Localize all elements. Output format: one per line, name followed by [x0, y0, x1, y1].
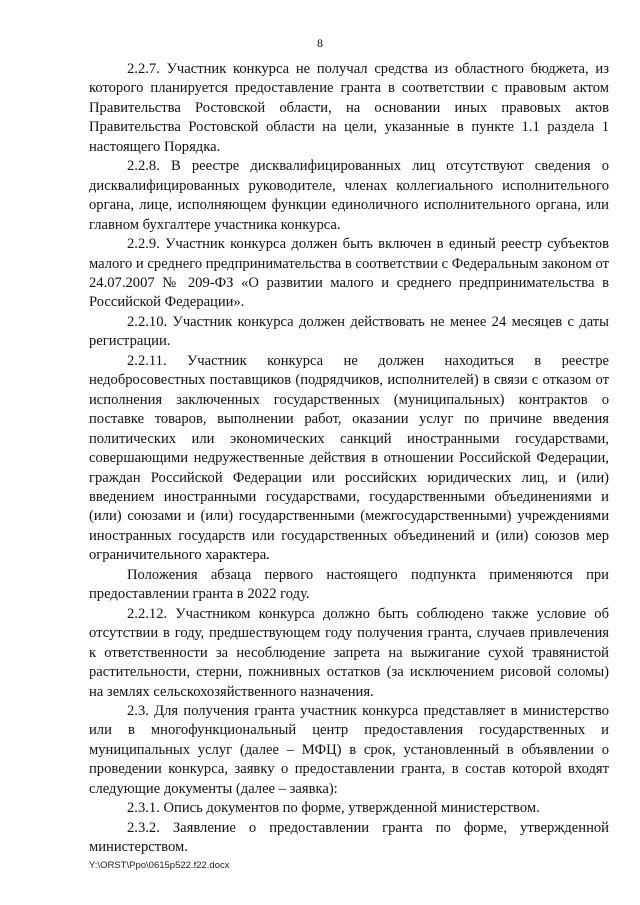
paragraph-2-3: 2.3. Для получения гранта участник конкурса представляет в министерство или в многофункциональный центр предоставления государственных и муниципальных услуг (далее – МФЦ) в срок, установленный в объявлении о проведении конкурса, заявку о предоставлении гранта, в состав которой входят следующие документы (далее – заявка): [89, 702, 609, 797]
paragraph-2-3-1: 2.3.1. Опись документов по форме, утвержденной министерством. [127, 800, 540, 817]
file-path-footer: Y:\ORST\Ppo\0615p522.f22.docx [89, 860, 230, 871]
paragraph-2-2-11-note: Положения абзаца первого настоящего подпункта применяются при предоставлении гранта в 2022 году. [89, 566, 609, 603]
document-body [89, 60, 609, 858]
paragraph-2-3-2: 2.3.2. Заявление о предоставлении гранта по форме, утвержденной министерством. [89, 819, 609, 856]
paragraph-2-2-10: 2.2.10. Участник конкурса должен действовать не менее 24 месяцев с даты регистрации. [89, 313, 609, 350]
paragraph-2-2-9: 2.2.9. Участник конкурса должен быть включен в единый реестр субъектов малого и среднего предпринимательства в соответствии с Федеральным законом от 24.07.2007 № 209-ФЗ «О развитии малого и среднего предпринимательства в Российской Федерации». [89, 236, 609, 311]
paragraph-2-2-8: 2.2.8. В реестре дисквалифицированных лиц отсутствуют сведения о дисквалифицированных руководителе, членах коллегиального исполнительного органа, лице, исполняющем функции единоличного исполнительного органа, или главном бухгалтере участника конкурса. [89, 158, 609, 233]
paragraph-2-2-11: 2.2.11. Участник конкурса не должен находиться в реестре недобросовестных поставщиков (подрядчиков, исполнителей) в связи с отказом от исполнения заключенных государственных (муниципальных) контрактов о поставке товаров, выполнении работ, оказании услуг по причине введения политических или экономических санкций иностранными государствами, совершающими недружественные действия в отношении Российской Федерации, граждан Российской Федерации или российских юридических лиц, и (или) введением иностранными государствами, государственными объединениями и (или) союзами и (или) государственными (межгосударственными) учреждениями иностранных государств или государственных объединений и (или) союзов мер ограничительного характера. [89, 352, 609, 564]
paragraph-2-2-7: 2.2.7. Участник конкурса не получал средства из областного бюджета, из которого планируется предоставление гранта в соответствии с правовым актом Правительства Ростовской области, на основании иных правовых актов Правительства Ростовской области на цели, указанные в пункте 1.1 раздела 1 настоящего Порядка. [89, 61, 609, 155]
page-number: 8 [317, 36, 323, 50]
paragraph-2-2-12: 2.2.12. Участником конкурса должно быть соблюдено также условие об отсутствии в году, предшествующем году получения гранта, случаев привлечения к ответственности за несоблюдение запрета на выжигание сухой травянистой растительности, стерни, пожнивных остатков (за исключением рисовой соломы) на землях сельскохозяйственного назначения. [89, 605, 609, 700]
